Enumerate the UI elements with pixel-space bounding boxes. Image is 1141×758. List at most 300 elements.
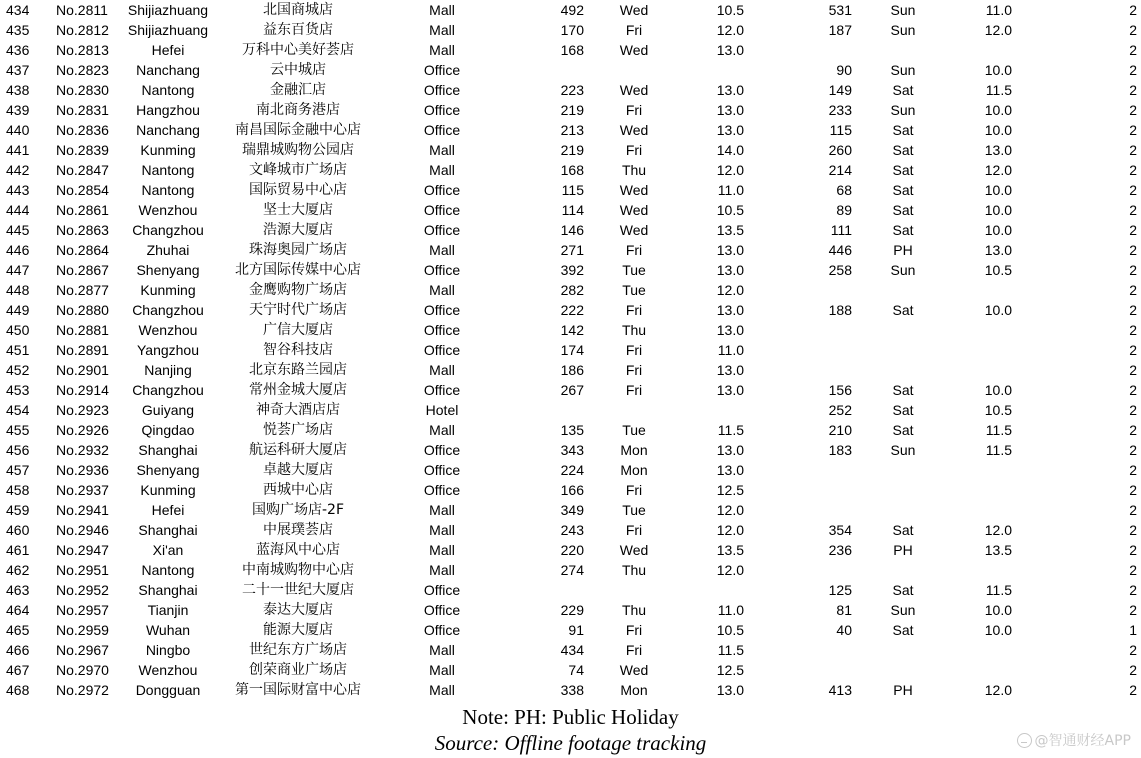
weekend-count-cell: 258 (828, 262, 852, 278)
store-number-cell: No.2836 (56, 122, 109, 138)
last-column-value-cell: 2 (1129, 62, 1137, 78)
row-index-cell: 456 (6, 442, 30, 458)
row-index-cell: 443 (6, 182, 30, 198)
store-type-cell: Office (423, 222, 461, 238)
last-column-value-cell: 2 (1129, 422, 1137, 438)
weekend-hours-cell: 10.0 (984, 222, 1012, 238)
weekday-hours-cell: 13.0 (716, 382, 744, 398)
city-cell: Nantong (141, 562, 195, 578)
weekday-count-cell: 224 (560, 462, 584, 478)
store-type-cell: Mall (429, 142, 455, 158)
weekday-count-cell: 115 (561, 182, 584, 198)
last-column-value-cell: 2 (1129, 182, 1137, 198)
weekday-day-cell: Wed (619, 82, 649, 98)
table-row (0, 60, 1141, 80)
store-number-cell: No.2926 (56, 422, 109, 438)
weekday-day-cell: Wed (619, 122, 649, 138)
row-index-cell: 451 (6, 342, 30, 358)
table-row (0, 320, 1141, 340)
store-number-cell: No.2830 (56, 82, 109, 98)
store-name-cell: 卓越大厦店 (263, 462, 333, 478)
last-column-value-cell: 2 (1129, 2, 1137, 18)
city-cell: Shanghai (138, 442, 198, 458)
weekend-hours-cell: 10.0 (984, 62, 1012, 78)
city-cell: Wenzhou (138, 322, 198, 338)
weekday-count-cell: 492 (560, 2, 584, 18)
row-index-cell: 458 (6, 482, 30, 498)
table-row (0, 280, 1141, 300)
city-cell: Nanchang (136, 122, 200, 138)
row-index-cell: 450 (6, 322, 30, 338)
city-cell: Kunming (140, 482, 196, 498)
weekday-count-cell: 338 (560, 682, 584, 698)
weekday-hours-cell: 10.5 (716, 202, 744, 218)
store-type-cell: Office (423, 482, 461, 498)
weekend-day-cell: Sat (892, 182, 914, 198)
store-name-cell: 北国商城店 (263, 2, 333, 18)
store-type-cell: Office (423, 382, 461, 398)
weekday-hours-cell: 13.0 (716, 322, 744, 338)
table-row (0, 380, 1141, 400)
last-column-value-cell: 1 (1129, 622, 1137, 638)
store-name-cell: 世纪东方广场店 (249, 642, 347, 658)
store-name-cell: 国购广场店-2F (251, 502, 345, 518)
store-number-cell: No.2901 (56, 362, 109, 378)
city-cell: Nantong (141, 162, 195, 178)
weekday-count-cell: 114 (561, 202, 584, 218)
weekday-hours-cell: 12.5 (716, 662, 744, 678)
store-type-cell: Office (423, 262, 461, 278)
table-row (0, 640, 1141, 660)
row-index-cell: 467 (6, 662, 30, 678)
store-type-cell: Office (423, 582, 461, 598)
weekday-count-cell: 219 (560, 102, 584, 118)
weekday-day-cell: Mon (620, 442, 648, 458)
weekday-day-cell: Tue (622, 282, 646, 298)
store-name-cell: 浩源大厦店 (263, 222, 333, 238)
store-name-cell: 创荣商业广场店 (249, 662, 347, 678)
weekend-hours-cell: 10.0 (984, 602, 1012, 618)
last-column-value-cell: 2 (1129, 342, 1137, 358)
weekday-hours-cell: 13.0 (716, 82, 744, 98)
store-name-cell: 广信大厦店 (263, 322, 333, 338)
weekend-day-cell: Sun (890, 22, 916, 38)
store-type-cell: Office (423, 182, 461, 198)
last-column-value-cell: 2 (1129, 122, 1137, 138)
weekend-count-cell: 354 (828, 522, 852, 538)
row-index-cell: 442 (6, 162, 30, 178)
store-type-cell: Mall (429, 242, 455, 258)
weekday-hours-cell: 13.0 (716, 362, 744, 378)
store-name-cell: 能源大厦店 (263, 622, 333, 638)
last-column-value-cell: 2 (1129, 222, 1137, 238)
store-number-cell: No.2880 (56, 302, 109, 318)
row-index-cell: 454 (6, 402, 30, 418)
weekend-count-cell: 90 (836, 62, 852, 78)
last-column-value-cell: 2 (1129, 242, 1137, 258)
table-row (0, 660, 1141, 680)
weekend-count-cell: 111 (830, 222, 852, 238)
store-number-cell: No.2952 (56, 582, 109, 598)
store-number-cell: No.2923 (56, 402, 109, 418)
weekday-day-cell: Fri (625, 142, 643, 158)
city-cell: Xi'an (152, 542, 184, 558)
weekend-count-cell: 252 (828, 402, 852, 418)
store-name-cell: 北方国际传媒中心店 (235, 262, 361, 278)
weekend-hours-cell: 11.0 (985, 2, 1012, 18)
weekend-day-cell: Sun (890, 102, 916, 118)
last-column-value-cell: 2 (1129, 642, 1137, 658)
row-index-cell: 434 (6, 2, 30, 18)
weekday-day-cell: Fri (625, 342, 643, 358)
city-cell: Hefei (151, 42, 185, 58)
last-column-value-cell: 2 (1129, 22, 1137, 38)
weekday-hours-cell: 12.5 (716, 482, 744, 498)
weekday-hours-cell: 12.0 (716, 562, 744, 578)
weekend-hours-cell: 10.5 (984, 262, 1012, 278)
store-number-cell: No.2877 (56, 282, 109, 298)
weekday-day-cell: Tue (622, 422, 646, 438)
table-row (0, 580, 1141, 600)
row-index-cell: 438 (6, 82, 30, 98)
weekday-day-cell: Fri (625, 242, 643, 258)
table-row (0, 20, 1141, 40)
store-name-cell: 智谷科技店 (263, 342, 333, 358)
weekday-count-cell: 174 (560, 342, 584, 358)
weekday-hours-cell: 11.0 (717, 342, 744, 358)
weekday-count-cell: 219 (560, 142, 584, 158)
row-index-cell: 460 (6, 522, 30, 538)
city-cell: Yangzhou (136, 342, 200, 358)
weekday-day-cell: Fri (625, 102, 643, 118)
store-type-cell: Mall (429, 162, 455, 178)
last-column-value-cell: 2 (1129, 582, 1137, 598)
weekday-day-cell: Wed (619, 42, 649, 58)
weekend-day-cell: Sat (892, 142, 914, 158)
row-index-cell: 446 (6, 242, 30, 258)
weekday-day-cell: Thu (621, 602, 647, 618)
weekend-hours-cell: 11.5 (985, 422, 1012, 438)
weekday-count-cell: 213 (560, 122, 584, 138)
weekend-day-cell: Sun (890, 442, 916, 458)
row-index-cell: 464 (6, 602, 30, 618)
store-number-cell: No.2863 (56, 222, 109, 238)
weekday-day-cell: Tue (622, 262, 646, 278)
store-name-cell: 神奇大酒店店 (256, 402, 340, 418)
weekday-count-cell: 220 (560, 542, 584, 558)
weekday-hours-cell: 12.0 (716, 162, 744, 178)
store-name-cell: 云中城店 (270, 62, 326, 78)
city-cell: Ningbo (145, 642, 191, 658)
last-column-value-cell: 2 (1129, 662, 1137, 678)
store-number-cell: No.2967 (56, 642, 109, 658)
store-name-cell: 国际贸易中心店 (249, 182, 347, 198)
row-index-cell: 453 (6, 382, 30, 398)
store-number-cell: No.2957 (56, 602, 109, 618)
weekday-day-cell: Mon (620, 462, 648, 478)
store-name-cell: 悦荟广场店 (263, 422, 333, 438)
weekday-hours-cell: 13.0 (716, 242, 744, 258)
store-name-cell: 南北商务港店 (256, 102, 340, 118)
weekend-count-cell: 214 (828, 162, 852, 178)
store-number-cell: No.2937 (56, 482, 109, 498)
weekend-hours-cell: 11.5 (985, 582, 1012, 598)
weekend-count-cell: 115 (829, 122, 852, 138)
table-row (0, 420, 1141, 440)
city-cell: Shijiazhuang (127, 22, 209, 38)
last-column-value-cell: 2 (1129, 482, 1137, 498)
weekday-day-cell: Fri (625, 22, 643, 38)
row-index-cell: 459 (6, 502, 30, 518)
city-cell: Changzhou (132, 382, 204, 398)
store-type-cell: Mall (429, 502, 455, 518)
last-column-value-cell: 2 (1129, 322, 1137, 338)
store-name-cell: 中展璞荟店 (263, 522, 333, 538)
city-cell: Shijiazhuang (127, 2, 209, 18)
weekend-hours-cell: 10.0 (984, 182, 1012, 198)
weekday-hours-cell: 13.0 (716, 102, 744, 118)
weekday-count-cell: 91 (568, 622, 584, 638)
table-row (0, 440, 1141, 460)
store-number-cell: No.2891 (56, 342, 109, 358)
weekday-hours-cell: 13.0 (716, 442, 744, 458)
weekend-hours-cell: 12.0 (984, 162, 1012, 178)
table-source: Source: Offline footage tracking (434, 731, 707, 755)
store-type-cell: Office (423, 202, 461, 218)
last-column-value-cell: 2 (1129, 302, 1137, 318)
weekend-hours-cell: 13.0 (984, 142, 1012, 158)
row-index-cell: 457 (6, 462, 30, 478)
store-type-cell: Mall (429, 562, 455, 578)
weekday-count-cell: 222 (560, 302, 584, 318)
weekday-hours-cell: 13.0 (716, 122, 744, 138)
weekday-hours-cell: 14.0 (716, 142, 744, 158)
row-index-cell: 452 (6, 362, 30, 378)
weekend-day-cell: Sat (892, 382, 914, 398)
weekend-hours-cell: 11.5 (985, 442, 1012, 458)
store-name-cell: 泰达大厦店 (263, 602, 333, 618)
weekday-hours-cell: 13.0 (716, 262, 744, 278)
weekday-count-cell: 146 (560, 222, 584, 238)
store-type-cell: Office (423, 122, 461, 138)
weekend-day-cell: Sat (892, 422, 914, 438)
store-number-cell: No.2947 (56, 542, 109, 558)
row-index-cell: 436 (6, 42, 30, 58)
weekday-hours-cell: 11.5 (717, 422, 744, 438)
city-cell: Dongguan (135, 682, 201, 698)
store-number-cell: No.2946 (56, 522, 109, 538)
weekend-count-cell: 233 (828, 102, 852, 118)
weekend-count-cell: 531 (828, 2, 852, 18)
city-cell: Wenzhou (138, 662, 198, 678)
weekday-hours-cell: 13.0 (716, 302, 744, 318)
weekend-hours-cell: 10.5 (984, 402, 1012, 418)
last-column-value-cell: 2 (1129, 42, 1137, 58)
table-row (0, 220, 1141, 240)
weekend-count-cell: 446 (828, 242, 852, 258)
table-row (0, 600, 1141, 620)
row-index-cell: 445 (6, 222, 30, 238)
weekend-day-cell: Sat (892, 202, 914, 218)
store-type-cell: Mall (429, 542, 455, 558)
last-column-value-cell: 2 (1129, 362, 1137, 378)
weekend-hours-cell: 10.0 (984, 122, 1012, 138)
store-name-cell: 南昌国际金融中心店 (235, 122, 361, 138)
last-column-value-cell: 2 (1129, 262, 1137, 278)
weekday-hours-cell: 10.5 (716, 622, 744, 638)
weekday-day-cell: Wed (619, 662, 649, 678)
weekend-count-cell: 156 (828, 382, 852, 398)
store-number-cell: No.2941 (56, 502, 109, 518)
row-index-cell: 448 (6, 282, 30, 298)
weekend-day-cell: Sat (892, 122, 914, 138)
weekend-hours-cell: 10.0 (984, 382, 1012, 398)
weekday-day-cell: Thu (621, 322, 647, 338)
weekend-day-cell: PH (893, 542, 913, 558)
store-number-cell: No.2811 (56, 2, 108, 18)
weekday-day-cell: Fri (625, 622, 643, 638)
store-name-cell: 珠海奥园广场店 (249, 242, 347, 258)
store-number-cell: No.2839 (56, 142, 109, 158)
store-type-cell: Office (423, 462, 461, 478)
store-number-cell: No.2914 (56, 382, 109, 398)
table-row (0, 680, 1141, 700)
city-cell: Nanjing (144, 362, 192, 378)
store-number-cell: No.2970 (56, 662, 109, 678)
weekday-hours-cell: 11.5 (717, 642, 744, 658)
weekend-count-cell: 236 (828, 542, 852, 558)
weekend-hours-cell: 13.5 (984, 542, 1012, 558)
weekday-day-cell: Wed (619, 182, 649, 198)
weekend-day-cell: Sun (890, 262, 916, 278)
weekday-count-cell: 223 (560, 82, 584, 98)
city-cell: Nantong (141, 82, 195, 98)
row-index-cell: 462 (6, 562, 30, 578)
row-index-cell: 439 (6, 102, 30, 118)
weekday-day-cell: Fri (625, 642, 643, 658)
last-column-value-cell: 2 (1129, 402, 1137, 418)
row-index-cell: 465 (6, 622, 30, 638)
store-name-cell: 北京东路兰园店 (249, 362, 347, 378)
weekday-hours-cell: 12.0 (716, 282, 744, 298)
store-number-cell: No.2951 (56, 562, 109, 578)
weekday-count-cell: 170 (560, 22, 584, 38)
weekday-hours-cell: 12.0 (716, 22, 744, 38)
weekend-day-cell: Sat (892, 582, 914, 598)
weekday-count-cell: 74 (568, 662, 584, 678)
store-number-cell: No.2972 (56, 682, 109, 698)
store-type-cell: Office (423, 602, 461, 618)
row-index-cell: 455 (6, 422, 30, 438)
store-name-cell: 瑞鼎城购物公园店 (242, 142, 354, 158)
weekday-count-cell: 267 (560, 382, 584, 398)
store-number-cell: No.2864 (56, 242, 109, 258)
last-column-value-cell: 2 (1129, 82, 1137, 98)
store-name-cell: 第一国际财富中心店 (235, 682, 361, 698)
store-type-cell: Mall (429, 662, 455, 678)
weekday-hours-cell: 13.0 (716, 42, 744, 58)
last-column-value-cell: 2 (1129, 282, 1137, 298)
city-cell: Kunming (140, 142, 196, 158)
weekday-day-cell: Fri (625, 382, 643, 398)
store-type-cell: Mall (429, 362, 455, 378)
city-cell: Wuhan (145, 622, 191, 638)
weekend-count-cell: 183 (828, 442, 852, 458)
store-type-cell: Mall (429, 42, 455, 58)
weekend-count-cell: 81 (836, 602, 852, 618)
table-note: Note: PH: Public Holiday (462, 705, 679, 729)
table-row (0, 160, 1141, 180)
store-name-cell: 文峰城市广场店 (249, 162, 347, 178)
watermark-text: @智通财经APP (1034, 733, 1131, 749)
weekday-count-cell: 343 (560, 442, 584, 458)
weekend-hours-cell: 10.0 (984, 102, 1012, 118)
weekday-day-cell: Wed (619, 202, 649, 218)
last-column-value-cell: 2 (1129, 562, 1137, 578)
row-index-cell: 440 (6, 122, 30, 138)
city-cell: Kunming (140, 282, 196, 298)
weekday-count-cell: 434 (560, 642, 584, 658)
city-cell: Zhuhai (146, 242, 190, 258)
store-number-cell: No.2823 (56, 62, 109, 78)
store-type-cell: Office (423, 102, 461, 118)
table-row (0, 300, 1141, 320)
store-type-cell: Office (423, 62, 461, 78)
table-row (0, 500, 1141, 520)
weekday-hours-cell: 13.0 (716, 462, 744, 478)
row-index-cell: 463 (6, 582, 30, 598)
weekend-hours-cell: 11.5 (985, 82, 1012, 98)
table-row (0, 200, 1141, 220)
store-name-cell: 西城中心店 (263, 482, 333, 498)
weekend-hours-cell: 10.0 (984, 622, 1012, 638)
store-name-cell: 万科中心美好荟店 (242, 42, 354, 58)
weekend-count-cell: 40 (836, 622, 852, 638)
table-row (0, 260, 1141, 280)
weekend-count-cell: 188 (828, 302, 852, 318)
row-index-cell: 437 (6, 62, 30, 78)
store-type-cell: Mall (429, 522, 455, 538)
weekday-hours-cell: 13.0 (716, 682, 744, 698)
table-row (0, 480, 1141, 500)
weekend-day-cell: Sat (892, 522, 914, 538)
weekday-count-cell: 229 (560, 602, 584, 618)
table-row (0, 460, 1141, 480)
weekday-count-cell: 282 (560, 282, 584, 298)
store-type-cell: Office (423, 622, 461, 638)
city-cell: Shenyang (136, 462, 200, 478)
row-index-cell: 461 (6, 542, 30, 558)
row-index-cell: 444 (6, 202, 30, 218)
city-cell: Changzhou (132, 222, 204, 238)
store-number-cell: No.2812 (56, 22, 109, 38)
weekday-count-cell: 274 (560, 562, 584, 578)
last-column-value-cell: 2 (1129, 102, 1137, 118)
table-row (0, 240, 1141, 260)
weekend-count-cell: 260 (828, 142, 852, 158)
table-row (0, 540, 1141, 560)
store-type-cell: Mall (429, 22, 455, 38)
store-type-cell: Mall (429, 642, 455, 658)
city-cell: Tianjin (147, 602, 189, 618)
weekday-hours-cell: 11.0 (717, 182, 744, 198)
store-number-cell: No.2861 (56, 202, 109, 218)
weekend-day-cell: Sat (892, 82, 914, 98)
store-type-cell: Office (423, 82, 461, 98)
store-number-cell: No.2959 (56, 622, 109, 638)
table-row (0, 80, 1141, 100)
table-row (0, 0, 1141, 20)
